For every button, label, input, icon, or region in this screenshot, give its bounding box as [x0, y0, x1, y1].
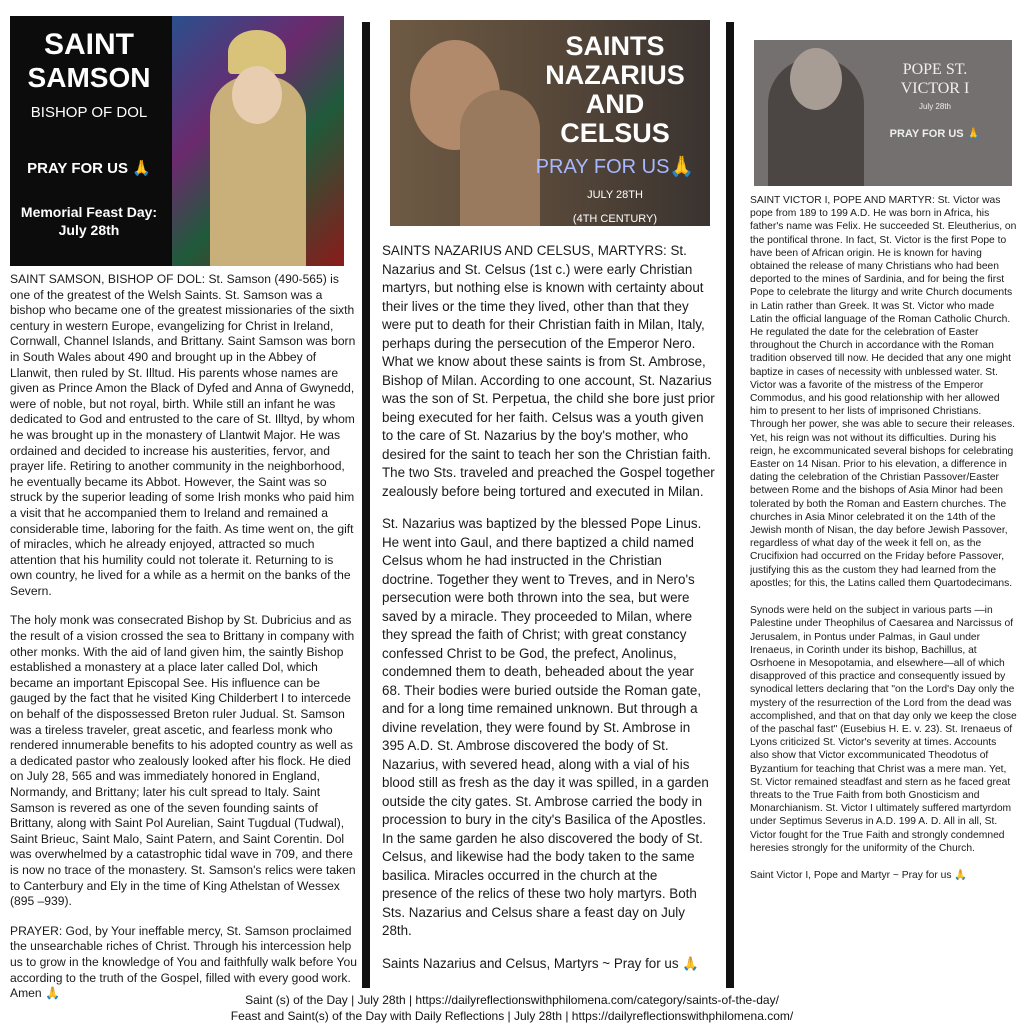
- victor-prayer: Saint Victor I, Pope and Martyr ~ Pray for us 🙏: [750, 869, 968, 881]
- nazarius-celsus-image: [390, 20, 710, 226]
- image-caption: [870, 60, 1000, 140]
- image-title-line2: SAMSON: [27, 62, 151, 93]
- image-prayer: PRAY FOR US🙏: [535, 156, 695, 178]
- image-date: JULY 28TH: [587, 189, 643, 201]
- nazarius-paragraph-2: St. Nazarius was baptized by the blessed Pope Linus. He went into Gaul, and there baptized a child named Celsus whom he had instructed in the Christian doctrine. Together they went to Treves, and in Nero's persecution were both thrown into the sea, but were saved by a miracle. They proceeded to Milan, where they spread the faith of Christ; with great constancy confessed Christ to be God, the prefect, Anolinus, condemned them to death, beheaded about the year 68. Their bodies were buried outside the Roman gate, and for a long time remained unknown. But through a divine revelation, they were found by St. Ambrose in 395 A.D. St. Ambrose discovered the body of St. Nazarius, with severed head, along with a vial of his blood still as fresh as the day it was spilled, in a garden outside the city gates. St. Ambrose carried the body in procession to bury in the city's Basilica of the Apostles. In the same garden he also discovered the body of St. Celsus, and likewise had the body taken to the same basilica. Miracles occurred in the church at the presence of the relics of these two holy martyrs. Both Sts. Nazarius and Celsus share a feast day on July 28th.: [382, 516, 709, 938]
- image-date: July 28th: [918, 102, 952, 111]
- image-title-line1: SAINTS: [565, 31, 665, 61]
- saint-samson-image: [10, 16, 344, 266]
- image-prayer: PRAY FOR US 🙏: [27, 160, 151, 177]
- column-victor: [750, 40, 1018, 896]
- samson-paragraph-1: SAINT SAMSON, BISHOP OF DOL: St. Samson (490-565) is one of the greatest of the Welsh Saints. St. Samson was a bishop who became one of the greatest missionaries of the sixth century in western Europe, evangelizing for Christ in Ireland, Cornwall, Channel Islands, and Brittany. Saint Samson was born in South Wales about 490 and brought up in the Abbey of Llanwit, then ruled by St. Illtud. His parents whose names are given as Prince Amon the Black of Dyfed and Anna of Gwynedd, were of noble, but not royal, birth. While still an infant he was dedicated to God and entrusted to the care of St. Illtyd, by whom he was brought up in the monastery of Llantwit Major. He was ordained and decided to increase his austerities, fervor, and prayer life. Retiring to another community in the neighborhood, he eventually became its Abbot. However, the Saint was so struck by the superior leading of some Irish monks who paid him a visit that he accompanied them to Ireland and remained a considerable time, laboring for the faith. As time went on, the gift of miracles, which he already enjoyed, attracted so much attention that his humility could not tolerate it. Returning to is own country, he lived for a while as a hermit on the banks of the Severn.: [10, 272, 356, 598]
- nazarius-prayer: Saints Nazarius and Celsus, Martyrs ~ Pray for us 🙏: [382, 955, 699, 971]
- column-divider-2: [726, 22, 734, 988]
- pope-face-figure: [790, 48, 842, 110]
- image-caption: [530, 32, 700, 225]
- image-prayer: PRAY FOR US 🙏: [889, 128, 981, 140]
- image-caption: [10, 16, 168, 239]
- footer-line-1[interactable]: Saint (s) of the Day | July 28th | https://dailyreflectionswithphilomena.com/category/saints-of-the-day/: [245, 993, 779, 1007]
- image-feast-line1: Memorial Feast Day:: [20, 204, 158, 220]
- image-title-line1: POPE ST.: [902, 61, 968, 78]
- image-century: (4TH CENTURY): [572, 213, 658, 225]
- pope-victor-image: [754, 40, 1012, 186]
- image-title-line2: NAZARIUS: [545, 60, 685, 90]
- image-feast-line2: July 28th: [58, 222, 120, 238]
- column-nazarius-celsus: [382, 20, 716, 987]
- column-saint-samson: [10, 16, 358, 1016]
- image-subtitle: BISHOP OF DOL: [30, 104, 148, 121]
- bishop-face-figure: [232, 66, 282, 124]
- nazarius-paragraph-1: SAINTS NAZARIUS AND CELSUS, MARTYRS: St. Nazarius and St. Celsus (1st c.) were early Christian martyrs, but nothing else is known with certainty about their lives or the time they lived, other than that they were put to death for their Christian faith in Milan, Italy, perhaps during the persecution of the Emperor Nero. What we know about these saints is from St. Ambrose, Bishop of Milan. According to one account, St. Nazarius was the son of St. Perpetua, the child she bore just prior being executed for her faith. Celsus was a youth given to the care of St. Nazarius by the boy's mother, who desired for the saint to teach her son the Christian faith. The two Sts. traveled and preached the Gospel together zealously before being tortured and executed in Milan.: [382, 243, 715, 499]
- victor-paragraph-1: SAINT VICTOR I, POPE AND MARTYR: St. Victor was pope from 189 to 199 A.D. He was born in Africa, his father's name was Felix. He succeeded St. Eleutherius, on the pontifical throne. In fact, St. Victor is the first Pope to have been of African origin. He is known for having obtained the release of many Christians who had been deported to the mines of Sardinia, and for being the first Pope to celebrate the liturgy and write Church documents in Latin rather than Greek. It was St. Victor who made Latin the official language of the Roman Catholic Church. He regulated the date for the celebration of Easter throughout the Church in accordance with the Roman tradition observed till now. He decided that any one might baptize in cases of necessity with unblessed water. St. Victor was a favorite of the mistress of the Emperor Commodus, and his good relationship with her allowed him to present to her lists of imprisoned Christians. Through her power, she was able to secure their releases. Yet, his reign was not without its difficulties. During his reign, he excommunicated several bishops for celebrating Easter on 14 Nisan. Prior to his elevation, a difference in dating the celebration of the Christian Passover/Easter between Rome and the bishops of Asia Minor had been tolerated by both the Roman and Eastern churches. The churches in Asia Minor celebrated it on the 14th of the Jewish month of Nisan, the day before Jewish Passover, regardless of what day of the week it fell on, as the Crucifixion had occurred on the Friday before Passover, justifying this as the custom they had learned from the apostles; for this, the Latins called them Quartodecimans.: [750, 195, 1017, 589]
- victor-paragraph-2: Synods were held on the subject in various parts —in Palestine under Theophilus of Caesarea and Narcissus of Jerusalem, in Pontus under Palmas, in Gaul under Irenaeus, in Corinth under its bishop, Bachillus, at Osrhoene in Mesopotamia, and elsewhere—all of which disapproved of this practice and consequently issued by synodical letters declaring that "on the Lord's Day only the mystery of the resurrection of the Lord from the dead was accomplished, and that on that day only we keep the close of the paschal fast" (Eusebius H. E. v. 23). St. Irenaeus of Lyons criticized St. Victor's severity at times. Accounts also show that Victor excommunicated Theodotus of Byzantium for teaching that Christ was a mere man. Yet, St. Victor remained steadfast and stern as he faced great threats to the True Faith from both Gnosticism and Monarchianism. St. Victor I ultimately suffered martyrdom under Septimus Severus in A.D. 199 A. D. All in all, St. Victor fought for the True Faith and strongly condemned heresies strongly for the uniformity of the Church.: [750, 605, 1017, 854]
- samson-prayer: PRAYER: God, by Your ineffable mercy, St. Samson proclaimed the unsearchable riches of Christ. Through his intercession help us to grow in the knowledge of You and faithfully walk before You according to the truth of the Gospel, filled with every good work. Amen 🙏: [10, 923, 357, 1001]
- image-title-line1: SAINT: [44, 28, 134, 61]
- child-figure: [460, 90, 540, 226]
- image-title-line3: AND CELSUS: [560, 89, 670, 148]
- column-divider-1: [362, 22, 370, 988]
- image-title-line2: VICTOR I: [900, 80, 970, 97]
- footer-line-2[interactable]: Feast and Saint(s) of the Day with Daily Reflections | July 28th | https://dailyreflectionswithphilomena.com/: [230, 1009, 794, 1023]
- samson-paragraph-2: The holy monk was consecrated Bishop by St. Dubricius and as the result of a vision crossed the sea to Brittany in company with other monks. With the aid of land given him, the saintly Bishop established a monastery at a place later called Dol, which became an important Episcopal See. His influence can be gauged by the fact that he visited King Childerbert I to intercede on behalf of the dispossessed Breton ruler Judual. St. Samson was a tireless traveler, great ascetic, and fearless monk who rendered innumerable benefits to his adopted country as well as a dedicated pastor who zealously looked after his flock. He died on July 28, 565 and was immediately honored in England, Normandy, and Brittany; later his cult spread to Italy. Saint Samson is revered as one of the seven founding saints of Brittany, along with Saint Pol Aurelian, Saint Tugdual (Tudwal), Saint Brieuc, Saint Malo, Saint Patern, and Saint Corentin. Dol was overwhelmed by a catastrophic tidal wave in 709, and there is now no trace of the monastery. St. Samson's relics were taken to Canterbury and Ely in the time of King Athelstan of Wessex (895 –939).: [10, 613, 356, 909]
- page-footer: [0, 992, 1024, 1024]
